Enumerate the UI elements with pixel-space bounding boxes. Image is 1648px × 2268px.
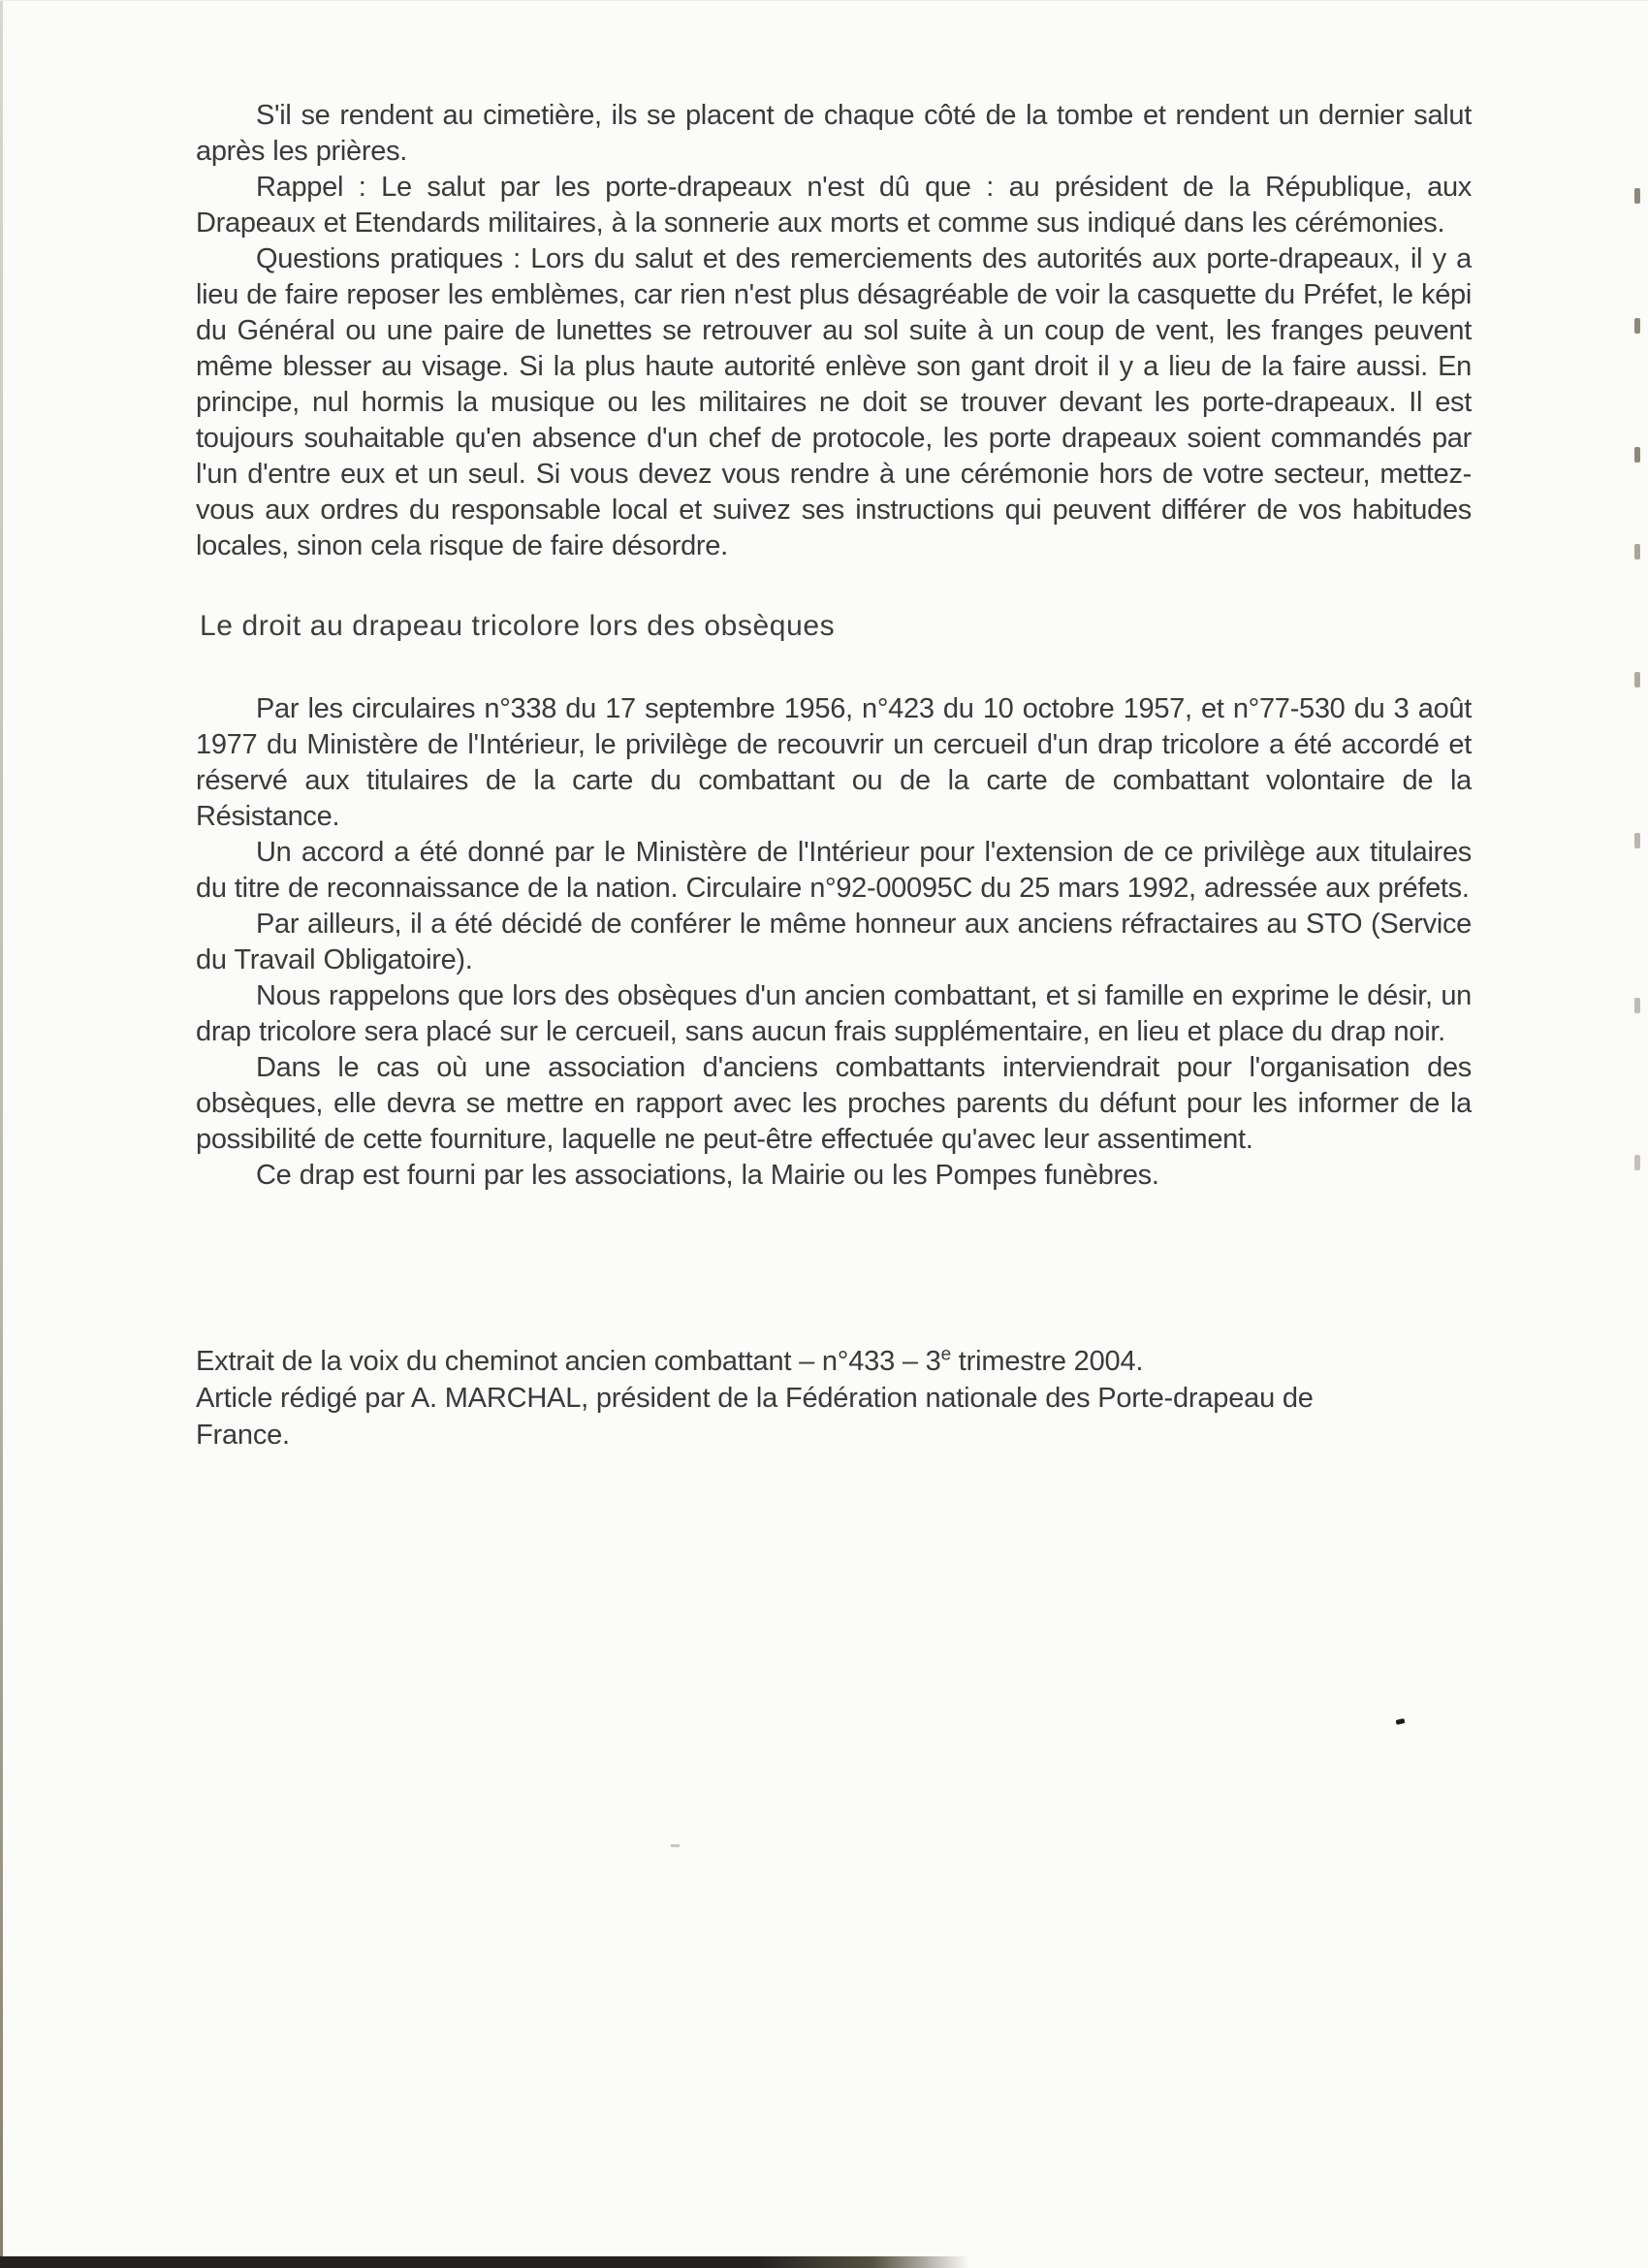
footer-credits: [196, 1343, 1472, 1453]
footer-author-line: Article rédigé par A. MARCHAL, président de la Fédération nationale des Porte-drapeau de: [196, 1383, 1314, 1414]
footer-source-line: [196, 1343, 1472, 1380]
paragraph-questions-pratiques: Questions pratiques : Lors du salut et des remerciements des autorités aux porte-drapeaux, il y a lieu de faire reposer les emblèmes, car rien n'est plus désagréable de voir la casquette du Préfet, le képi du Général ou une paire de lunettes se retrouver au sol suite à un coup de vent, les franges peuvent même blesser au visage. Si la plus haute autorité enlève son gant droit il y a lieu de la faire aussi. En principe, nul hormis la musique ou les militaires ne doit se trouver devant les porte-drapeaux. Il est toujours souhaitable qu'en absence d'un chef de protocole, les porte drapeaux soient commandés par l'un d'entre eux et un seul. Si vous devez vous rendre à une cérémonie hors de votre secteur, mettez-vous aux ordres du responsable local et suivez ses instructions qui peuvent différer de vos habitudes locales, sinon cela risque de faire désordre.: [196, 243, 1472, 561]
scan-left-edge-line: [0, 1, 3, 2268]
footer-author-line-2: France.: [196, 1420, 290, 1451]
paragraph-accord: Un accord a été donné par le Ministère de l'Intérieur pour l'extension de ce privilège aux titulaires du titre de reconnaissance de la nation. Circulaire n°92-00095C du 25 mars 1992, adressée aux préfets.: [196, 837, 1472, 904]
footer-source-text: Extrait de la voix du cheminot ancien combattant – n°433 – 3: [196, 1346, 941, 1377]
scan-edge-mark: [1634, 188, 1640, 204]
paragraph-drap-fourni: Ce drap est fourni par les associations, la Mairie ou les Pompes funèbres.: [256, 1160, 1159, 1191]
scan-bottom-dark-strip: [0, 2256, 969, 2268]
paragraph-rappel: Rappel : Le salut par les porte-drapeaux n'est dû que : au président de la République, aux Drapeaux et Etendards militaires, à la sonnerie aux morts et comme sus indiqué dans les cérémonies.: [196, 172, 1472, 239]
scan-faint-mark: [671, 1844, 680, 1847]
footer-ordinal-superscript: e: [940, 1344, 951, 1365]
paragraph-association: Dans le cas où une association d'anciens combattants interviendrait pour l'organisation des obsèques, elle devra se mettre en rapport avec les proches parents du défunt pour les informer de la possibilité de cette fourniture, laquelle ne peut-être effectuée qu'avec leur assentiment.: [196, 1052, 1472, 1155]
scan-speck: [1396, 1718, 1406, 1725]
upper-text-block: [196, 98, 1472, 564]
scan-edge-mark: [1634, 544, 1640, 559]
scan-edge-mark: [1634, 447, 1640, 463]
scan-edge-mark: [1634, 318, 1640, 334]
footer-source-text-end: trimestre 2004.: [950, 1346, 1144, 1377]
paragraph-circulaires: Par les circulaires n°338 du 17 septembre 1956, n°423 du 10 octobre 1957, et n°77-530 du 3 août 1977 du Ministère de l'Intérieur, le privilège de recouvrir un cercueil d'un drap tricolore a été accordé et réservé aux titulaires de la carte du combattant ou de la carte de combattant volontaire de la Résistance.: [196, 693, 1472, 832]
scan-edge-mark: [1634, 833, 1640, 848]
paragraph-drap-tricolore: Nous rappelons que lors des obsèques d'un ancien combattant, et si famille en exprime le désir, un drap tricolore sera placé sur le cercueil, sans aucun frais supplémentaire, en lieu et place du drap noir.: [196, 980, 1472, 1047]
paragraph-sto: Par ailleurs, il a été décidé de conférer le même honneur aux anciens réfractaires au STO (Service du Travail Obligatoire).: [196, 909, 1472, 975]
paragraph-cimetiere: S'il se rendent au cimetière, ils se placent de chaque côté de la tombe et rendent un dernier salut après les prières.: [196, 100, 1472, 167]
section-heading: Le droit au drapeau tricolore lors des obsèques: [200, 610, 836, 642]
scan-edge-mark: [1634, 1155, 1640, 1170]
scan-edge-mark: [1634, 998, 1640, 1013]
lower-text-block: [196, 691, 1472, 1194]
scan-edge-mark: [1634, 672, 1640, 687]
